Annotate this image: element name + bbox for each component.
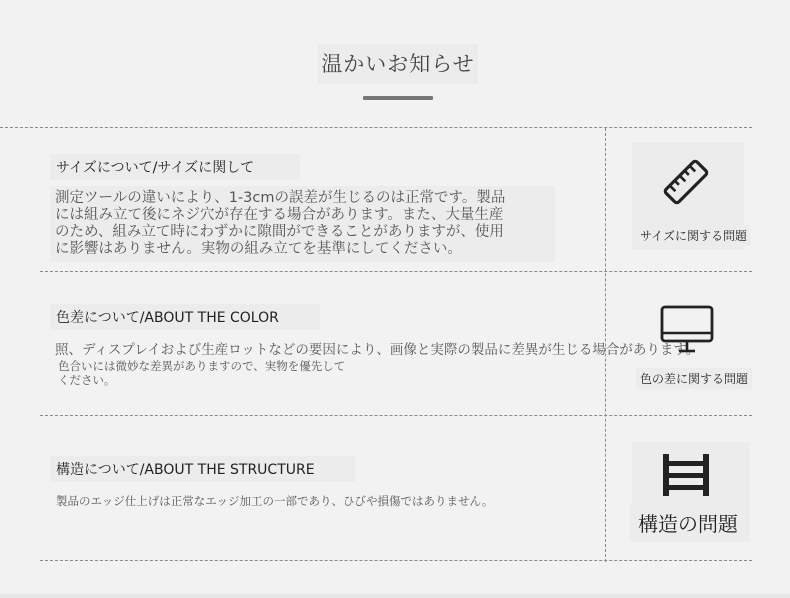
page-title: 温かいお知らせ — [318, 44, 478, 84]
monitor-icon — [659, 304, 715, 356]
section-color-note-1: 色合いには微妙な差異がありますので、実物を優先して — [58, 359, 346, 373]
divider-1 — [40, 271, 752, 272]
title-underline — [363, 96, 433, 100]
divider-2 — [40, 415, 752, 416]
section-structure-heading: 構造について/ABOUT THE STRUCTURE — [50, 456, 355, 482]
divider-top — [0, 127, 752, 128]
section-structure-body: 製品のエッジ仕上げは正常なエッジ加工の一部であり、ひびや損傷ではありません。 — [56, 494, 494, 508]
bottom-edge — [0, 594, 790, 598]
section-size-line-2: には組み立て後にネジ穴が存在する場合があります。また、大量生産 — [55, 207, 504, 223]
structure-icon-label: 構造の問題 — [630, 504, 746, 541]
section-color-heading: 色差について/ABOUT THE COLOR — [50, 304, 320, 330]
section-size-line-3: のため、組み立て時にわずかに隙間ができることがありますが、使用 — [55, 224, 504, 240]
section-size-heading: サイズについて/サイズに関して — [50, 154, 300, 180]
section-color-body: 照、ディスプレイおよび生産ロットなどの要因により、画像と実際の製品に差異が生じる場合があります。 — [55, 342, 700, 358]
divider-bottom — [40, 560, 752, 561]
section-size-line-1: 測定ツールの違いにより、1-3cmの誤差が生じるのは正常です。製品 — [55, 190, 506, 206]
color-icon-label: 色の差に関する問題 — [636, 368, 752, 389]
ruler-icon — [660, 156, 712, 208]
structure-icon — [660, 452, 712, 498]
section-color-note-2: ください。 — [58, 373, 116, 387]
size-icon-label: サイズに関する問題 — [636, 225, 751, 246]
section-size-line-4: に影響はありません。実物の組み立てを基準にしてください。 — [55, 241, 462, 257]
